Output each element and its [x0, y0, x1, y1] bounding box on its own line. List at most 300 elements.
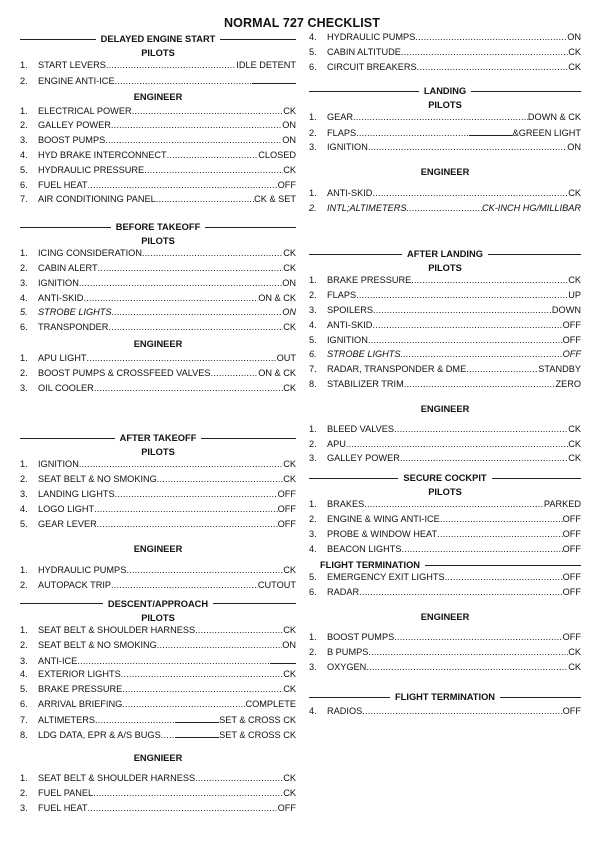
item-value: ON	[282, 307, 296, 318]
item-value: CK	[283, 669, 296, 680]
item-number: 2.	[309, 513, 317, 524]
item-number: 3.	[309, 453, 317, 464]
item-number: 1.	[309, 423, 317, 434]
leader-dots	[368, 142, 567, 152]
heading-rule-right	[488, 254, 581, 255]
item-label: B PUMPS	[327, 646, 369, 657]
checklist-item-radar	[309, 587, 581, 602]
item-label: TRANSPONDER	[38, 322, 109, 333]
leader-dots	[142, 248, 283, 258]
checklist-item-apu-light	[20, 353, 296, 368]
item-label: CABIN ALERT	[38, 262, 98, 273]
page-title: NORMAL 727 CHECKLIST	[224, 16, 380, 30]
section-heading-text: DESCENT/APPROACH	[107, 598, 209, 609]
item-number: 1.	[309, 187, 317, 198]
subheading-engineer: ENGINEER	[420, 403, 470, 414]
item-label: SEAT BELT & NO SMOKING	[38, 639, 157, 650]
item-number: 6.	[309, 349, 317, 360]
section-heading-text: SECURE COCKPIT	[403, 473, 487, 484]
item-number: 4.	[20, 149, 28, 160]
leader-dots	[132, 106, 284, 116]
item-value: ON	[282, 639, 296, 650]
heading-rule-left	[20, 227, 111, 228]
item-number: 1.	[20, 352, 28, 363]
checklist-item-fuel-heat	[20, 803, 296, 818]
item-value: CK	[568, 46, 581, 57]
item-number: 3.	[309, 304, 317, 315]
item-value: OFF	[562, 513, 581, 524]
spacer	[20, 743, 296, 751]
item-value: CK	[568, 187, 581, 198]
checklist-item-anti-skid	[309, 320, 581, 335]
item-number: 2.	[309, 202, 317, 213]
checklist-item-anti-skid	[20, 293, 296, 308]
item-number: 5.	[309, 334, 317, 345]
spacer	[20, 556, 296, 565]
item-label: FUEL PANEL	[38, 788, 94, 799]
item-number: 2.	[309, 438, 317, 449]
section-heading-landing	[309, 84, 581, 98]
subheading-pilots: PILOTS	[428, 263, 462, 274]
item-value: CK	[283, 684, 296, 695]
item-value: IDLE DETENT	[236, 60, 296, 70]
item-number: 2.	[309, 646, 317, 657]
spacer	[20, 765, 296, 773]
checklist-item-oil-cooler	[20, 383, 296, 398]
checklist-item-boost-pumps	[309, 632, 581, 647]
leader-dots	[211, 368, 259, 378]
item-label: SEAT BELT & NO SMOKING	[38, 474, 157, 485]
item-number: 4.	[20, 669, 28, 680]
item-number: 4.	[309, 319, 317, 330]
leader-dots	[364, 499, 544, 509]
item-value: OFF	[562, 349, 581, 360]
spacer	[20, 533, 296, 542]
leader-dots	[122, 699, 245, 709]
item-label: LANDING LIGHTS	[38, 488, 115, 499]
item-label: RADAR, TRANSPONDER & DME	[327, 364, 467, 375]
item-number: 2.	[20, 474, 28, 485]
checklist-item-autopack-trip	[20, 580, 296, 595]
item-number: 6.	[309, 587, 317, 598]
item-label: IGNITION	[38, 459, 79, 470]
item-number: 1.	[20, 624, 28, 635]
checklist-item-beacon-lights	[309, 544, 581, 559]
heading-rule-left	[20, 39, 96, 40]
item-number: 2.	[20, 639, 28, 650]
leader-dots	[108, 322, 283, 332]
checklist-item-ignition	[20, 278, 296, 293]
item-label: BOOST PUMPS	[38, 135, 106, 146]
item-value: OFF	[277, 503, 296, 514]
subheading-engineer: ENGINEER	[420, 166, 470, 177]
item-number: 5.	[309, 572, 317, 583]
fill-in-blank	[469, 127, 513, 136]
section-heading-text: LANDING	[423, 86, 467, 97]
item-value: ZERO	[555, 378, 581, 389]
item-number: 4.	[309, 706, 317, 717]
spacer	[20, 397, 296, 431]
spacer	[20, 209, 296, 220]
leader-dots	[368, 335, 563, 345]
checklist-item-ldg-data-epr-a-s-bugs	[20, 729, 296, 744]
leader-dots	[353, 112, 528, 122]
leader-dots	[122, 684, 283, 694]
fill-in-blank	[175, 729, 219, 738]
item-value: CUTOUT	[257, 580, 296, 591]
leader-dots	[406, 203, 481, 213]
checklist-item-flaps	[309, 290, 581, 305]
leader-dots	[372, 320, 562, 330]
item-number: 2.	[20, 580, 28, 591]
leader-dots	[112, 307, 283, 317]
item-number: 2.	[309, 290, 317, 301]
heading-rule-right	[220, 39, 296, 40]
leader-dots	[437, 529, 563, 539]
right-column	[309, 32, 581, 721]
item-label: APU	[327, 438, 346, 449]
leader-dots	[111, 580, 258, 590]
item-number: 1.	[309, 499, 317, 510]
item-number: 3.	[20, 802, 28, 813]
item-number: 3.	[20, 655, 28, 666]
subheading-engineer: ENGINEER	[133, 338, 183, 349]
heading-rule-right	[471, 91, 581, 92]
checklist-item-galley-power	[20, 120, 296, 135]
section-heading-text: DELAYED ENGINE START	[100, 34, 216, 44]
item-label: FLAPS	[327, 290, 357, 301]
section-heading-text: AFTER TAKEOFF	[119, 433, 197, 444]
leader-dots	[411, 275, 568, 285]
item-number: 1.	[20, 248, 28, 259]
item-label: ENGINE & WING ANTI-ICE	[327, 513, 440, 524]
item-label: ARRIVAL BRIEFING	[38, 698, 123, 709]
checklist-item-seat-belt-no-smoking	[20, 474, 296, 489]
item-label: CIRCUIT BREAKERS	[327, 61, 417, 72]
item-label: START LEVERS	[38, 60, 106, 70]
heading-rule-left	[309, 478, 398, 479]
item-label: STROBE LIGHTS	[327, 349, 401, 360]
heading-rule-right	[213, 603, 296, 604]
checklist-item-air-conditioning-panel	[20, 194, 296, 209]
item-value: CK	[283, 248, 296, 259]
item-number: 4.	[20, 292, 28, 303]
checklist-item-fuel-heat	[20, 180, 296, 195]
leader-dots	[366, 662, 568, 672]
leader-dots	[83, 293, 258, 303]
item-number: 7.	[20, 194, 28, 205]
item-label: EXTERIOR LIGHTS	[38, 669, 121, 680]
checklist-item-flaps	[309, 127, 581, 142]
leader-dots	[362, 706, 562, 716]
checklist-item-cabin-altitude	[309, 47, 581, 62]
leader-dots	[88, 803, 278, 813]
item-value: COMPLETE	[245, 698, 296, 709]
item-label: BOOST PUMPS	[327, 631, 395, 642]
heading-rule-left	[309, 91, 419, 92]
item-label: OIL COOLER	[38, 382, 94, 393]
section-heading-flight-termination	[309, 690, 581, 704]
item-number: 3.	[20, 382, 28, 393]
checklist-item-emergency-exit-lights	[309, 572, 581, 587]
item-number: 5.	[20, 684, 28, 695]
item-label: OXYGEN	[327, 661, 367, 672]
leader-dots	[368, 647, 568, 657]
fill-in-blank	[252, 75, 296, 84]
item-label: INTL;ALTIMETERS	[327, 202, 407, 213]
item-value: ON	[567, 32, 581, 42]
leader-dots	[77, 656, 270, 666]
item-label: AUTOPACK TRIP	[38, 580, 112, 591]
checklist-item-probe-window-heat	[309, 529, 581, 544]
spacer	[309, 602, 581, 610]
section-heading-after-takeoff	[20, 431, 296, 445]
item-number: 1.	[20, 459, 28, 470]
item-value: OFF	[562, 587, 581, 598]
section-heading-after-landing	[309, 247, 581, 261]
subheading-pilots: PILOTS	[141, 236, 175, 247]
checklist-item-ignition	[309, 335, 581, 350]
checklist-item-seat-belt-no-smoking	[20, 640, 296, 655]
leader-dots	[167, 150, 259, 160]
leader-dots	[400, 453, 568, 463]
item-label: GEAR LEVER	[38, 518, 97, 529]
item-label: HYDRAULIC PUMPS	[327, 32, 416, 42]
item-value: CK	[568, 423, 581, 434]
item-value: SET & CROSS CK	[219, 729, 296, 740]
leader-dots	[115, 489, 278, 499]
item-label: ANTI-SKID	[327, 319, 373, 330]
checklist-item-start-levers	[20, 60, 296, 75]
leader-dots	[356, 290, 568, 300]
item-value: OFF	[277, 179, 296, 190]
item-label: PROBE & WINDOW HEAT	[327, 528, 438, 539]
item-value: ON	[282, 135, 296, 146]
checklist-item-hydraulic-pumps	[20, 565, 296, 580]
checklist-item-hydraulic-pressure	[20, 165, 296, 180]
section-heading-text: BEFORE TAKEOFF	[115, 222, 201, 233]
checklist-item-galley-power	[309, 453, 581, 468]
checklist-item-landing-lights	[20, 489, 296, 504]
item-number: 3.	[20, 135, 28, 146]
item-value: OFF	[562, 528, 581, 539]
item-label: HYDRAULIC PUMPS	[38, 565, 127, 576]
item-value: SET & CROSS CK	[219, 714, 296, 725]
leader-dots	[105, 135, 282, 145]
item-label: CABIN ALTITUDE	[327, 46, 401, 57]
item-label: RADAR	[327, 587, 360, 598]
item-label: ANTI-SKID	[38, 292, 84, 303]
item-number: 6.	[20, 322, 28, 333]
checklist-item-bleed-valves	[309, 424, 581, 439]
item-value: OFF	[277, 488, 296, 499]
item-number: 3.	[309, 661, 317, 672]
checklist-item-brake-pressure	[20, 684, 296, 699]
spacer	[309, 676, 581, 690]
checklist-item-stabilizer-trim	[309, 379, 581, 394]
checklist-item-logo-light	[20, 504, 296, 519]
leader-dots	[195, 625, 283, 635]
checklist-item-b-pumps	[309, 647, 581, 662]
item-number: 1.	[309, 275, 317, 286]
item-value: OFF	[562, 706, 581, 717]
item-number: 2.	[20, 262, 28, 273]
leader-dots	[79, 459, 283, 469]
item-number: 4.	[309, 543, 317, 554]
fill-in-blank	[270, 655, 296, 664]
item-label: LOGO LIGHT	[38, 503, 95, 514]
leader-dots	[440, 514, 563, 524]
item-value: CK	[283, 459, 296, 470]
leader-dots	[356, 128, 468, 138]
item-label: ICING CONSIDERATION	[38, 248, 142, 259]
item-value: CK	[283, 262, 296, 273]
heading-rule-right	[201, 438, 296, 439]
subheading-pilots: PILOTS	[141, 48, 175, 58]
section-heading-descent-approach	[20, 597, 296, 611]
item-label: BEACON LIGHTS	[327, 543, 402, 554]
leader-dots	[346, 439, 568, 449]
leader-dots	[95, 715, 175, 725]
item-value: CK	[283, 624, 296, 635]
item-number: 3.	[309, 528, 317, 539]
item-value: CK	[568, 646, 581, 657]
checklist-item-anti-skid	[309, 188, 581, 203]
item-number: 5.	[20, 307, 28, 318]
subheading-pilots: PILOTS	[141, 612, 175, 623]
item-value: OFF	[562, 631, 581, 642]
leader-dots	[88, 180, 278, 190]
checklist-item-altimeters	[20, 714, 296, 729]
item-label: SEAT BELT & SHOULDER HARNESS	[38, 773, 196, 784]
leader-dots	[394, 424, 568, 434]
subheading-engnieer: ENGNIEER	[133, 753, 183, 764]
leader-dots	[106, 60, 236, 70]
checklist-item-electrical-power	[20, 106, 296, 121]
item-value: CK	[568, 275, 581, 286]
leader-dots	[359, 587, 562, 597]
item-label: STABILIZER TRIM	[327, 378, 404, 389]
item-label: BRAKE PRESSURE	[327, 275, 412, 286]
checklist-item-gear	[309, 112, 581, 127]
item-value: OFF	[562, 334, 581, 345]
subheading-pilots: PILOTS	[428, 487, 462, 498]
leader-dots	[372, 188, 568, 198]
spacer	[309, 217, 581, 247]
checklist-item-intl-altimeters	[309, 203, 581, 218]
item-number: 4.	[20, 503, 28, 514]
item-number: 6.	[20, 698, 28, 709]
checklist-item-boost-pumps-crossfeed-valves	[20, 368, 296, 383]
fill-in-blank	[175, 714, 219, 723]
spacer	[309, 624, 581, 632]
checklist-item-ignition	[309, 142, 581, 157]
leader-dots	[402, 544, 563, 554]
leader-dots	[466, 364, 538, 374]
checklist-item-brake-pressure	[309, 275, 581, 290]
item-label: ALTIMETERS	[38, 714, 96, 725]
item-value: CK	[568, 661, 581, 672]
checklist-item-apu	[309, 439, 581, 454]
section-heading-text: AFTER LANDING	[407, 249, 483, 260]
checklist-item-radios	[309, 706, 581, 721]
subheading-pilots: PILOTS	[141, 447, 175, 458]
item-value: OFF	[562, 319, 581, 330]
checklist-item-ignition	[20, 459, 296, 474]
item-number: 7.	[20, 714, 28, 725]
item-number: 1.	[20, 565, 28, 576]
checklist-item-circuit-breakers	[309, 62, 581, 77]
leader-dots	[115, 76, 252, 86]
checklist-item-strobe-lights	[309, 349, 581, 364]
item-number: 5.	[20, 518, 28, 529]
item-label: BRAKES	[327, 499, 365, 510]
item-label: EMERGENCY EXIT LIGHTS	[327, 572, 445, 583]
item-number: 2.	[20, 788, 28, 799]
item-value: STANDBY	[538, 364, 581, 375]
item-number: 8.	[20, 729, 28, 740]
item-value: OFF	[277, 518, 296, 529]
checklist-item-transponder	[20, 322, 296, 337]
checklist-item-fuel-panel	[20, 788, 296, 803]
item-label: HYD BRAKE INTERCONNECT	[38, 149, 167, 160]
checklist-item-seat-belt-shoulder-harness	[20, 773, 296, 788]
heading-rule-left	[20, 438, 115, 439]
item-value: CK	[283, 788, 296, 799]
item-label: IGNITION	[38, 277, 79, 288]
leader-dots	[394, 632, 562, 642]
checklist-item-icing-consideration	[20, 248, 296, 263]
checklist-item-spoilers	[309, 305, 581, 320]
item-number: 8.	[309, 378, 317, 389]
item-number: 1.	[309, 112, 317, 123]
item-label: ANTI-SKID	[327, 187, 373, 198]
checklist-item-cabin-alert	[20, 263, 296, 278]
checklist-item-hyd-brake-interconnect	[20, 150, 296, 165]
item-label: GALLEY POWER	[327, 453, 400, 464]
item-value: CK	[568, 453, 581, 464]
checklist-item-exterior-lights	[20, 669, 296, 684]
item-number: 1.	[20, 105, 28, 116]
item-label: BLEED VALVES	[327, 423, 395, 434]
subheading-engineer: ENGINEER	[133, 91, 183, 102]
item-value: ON	[282, 277, 296, 288]
spacer	[309, 76, 581, 84]
checklist-item-boost-pumps	[20, 135, 296, 150]
item-number: 2.	[20, 120, 28, 131]
item-label: LDG DATA, EPR & A/S BUGS	[38, 729, 161, 740]
item-number: 3.	[20, 277, 28, 288]
item-label: SEAT BELT & SHOULDER HARNESS	[38, 624, 196, 635]
item-value: CK	[283, 105, 296, 116]
item-value: OFF	[562, 572, 581, 583]
item-label: APU LIGHT	[38, 352, 87, 363]
leader-dots	[404, 379, 556, 389]
item-label: FUEL HEAT	[38, 179, 88, 190]
item-label: BOOST PUMPS & CROSSFEED VALVES	[38, 367, 211, 378]
item-value: ON	[282, 120, 296, 131]
item-value: CK	[283, 565, 296, 576]
heading-rule-right	[205, 227, 296, 228]
section-heading-text: FLIGHT TERMINATION	[395, 692, 496, 703]
leader-dots	[97, 519, 278, 529]
leader-dots	[144, 165, 283, 175]
item-label: ELECTRICAL POWER	[38, 105, 132, 116]
leader-dots	[157, 474, 283, 484]
item-label: HYDRAULIC PRESSURE	[38, 164, 145, 175]
item-number: 7.	[309, 364, 317, 375]
leader-dots	[415, 32, 567, 42]
